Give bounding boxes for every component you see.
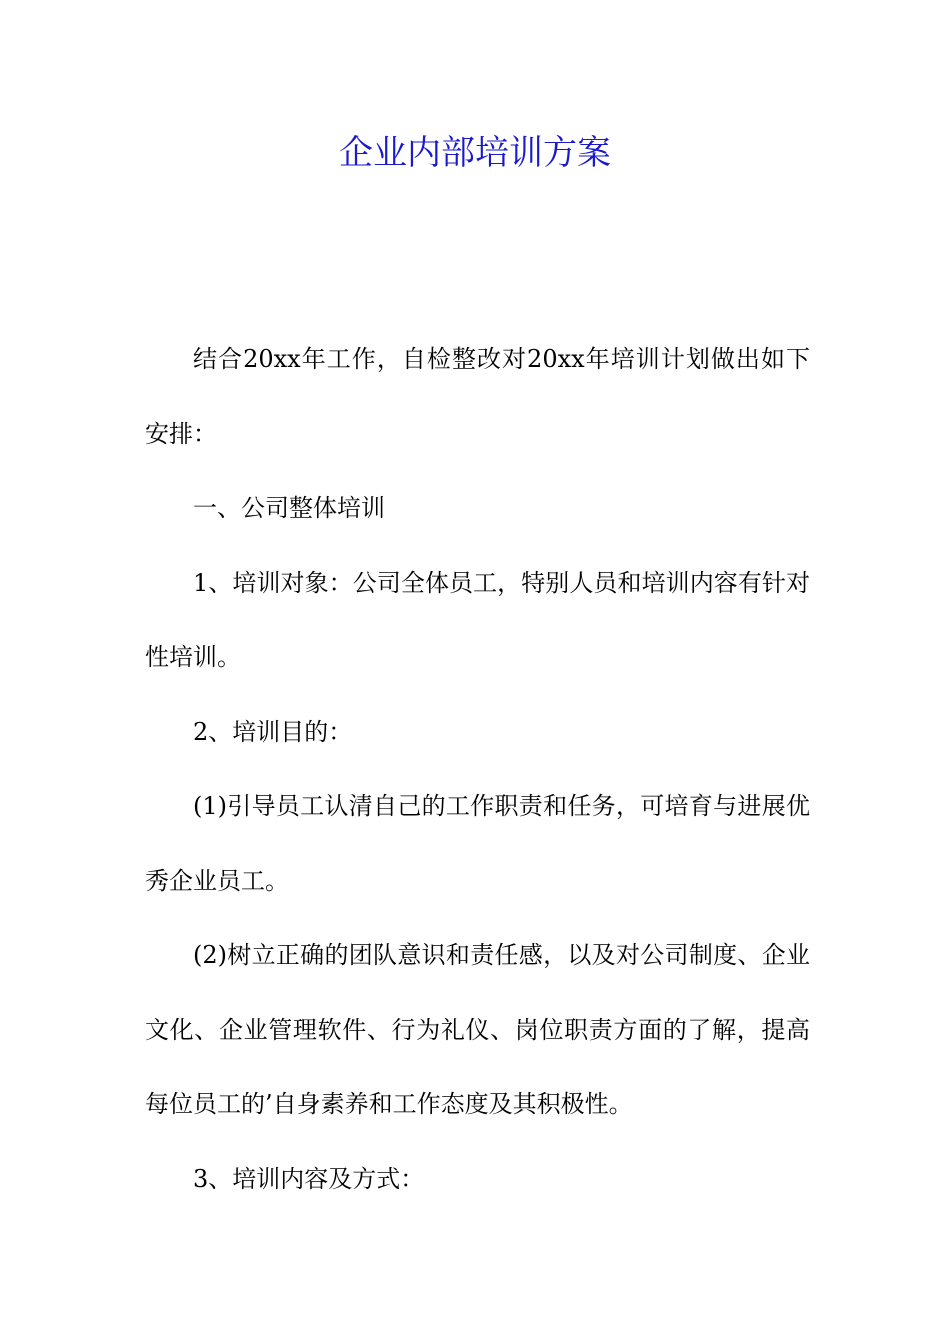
document-body	[145, 322, 810, 1216]
intro-paragraph: 结合20xx年工作，自检整改对20xx年培训计划做出如下安排：	[145, 345, 810, 448]
purpose-point-1: (1)引导员工认清自己的工作职责和任务，可培育与进展优秀企业员工。	[145, 792, 810, 895]
document-title: 企业内部培训方案	[339, 133, 611, 173]
item-training-purpose: 2、培训目的：	[193, 717, 353, 746]
item-training-target: 1、培训对象：公司全体员工，特别人员和培训内容有针对性培训。	[145, 568, 810, 671]
section-heading-1: 一、公司整体培训	[193, 494, 385, 522]
purpose-point-2: (2)树立正确的团队意识和责任感，以及对公司制度、企业文化、企业管理软件、行为礼仪、岗位职责方面的了解，提高每位员工的’自身素养和工作态度及其积极性。	[145, 941, 810, 1118]
item-training-content: 3、培训内容及方式：	[193, 1164, 425, 1193]
